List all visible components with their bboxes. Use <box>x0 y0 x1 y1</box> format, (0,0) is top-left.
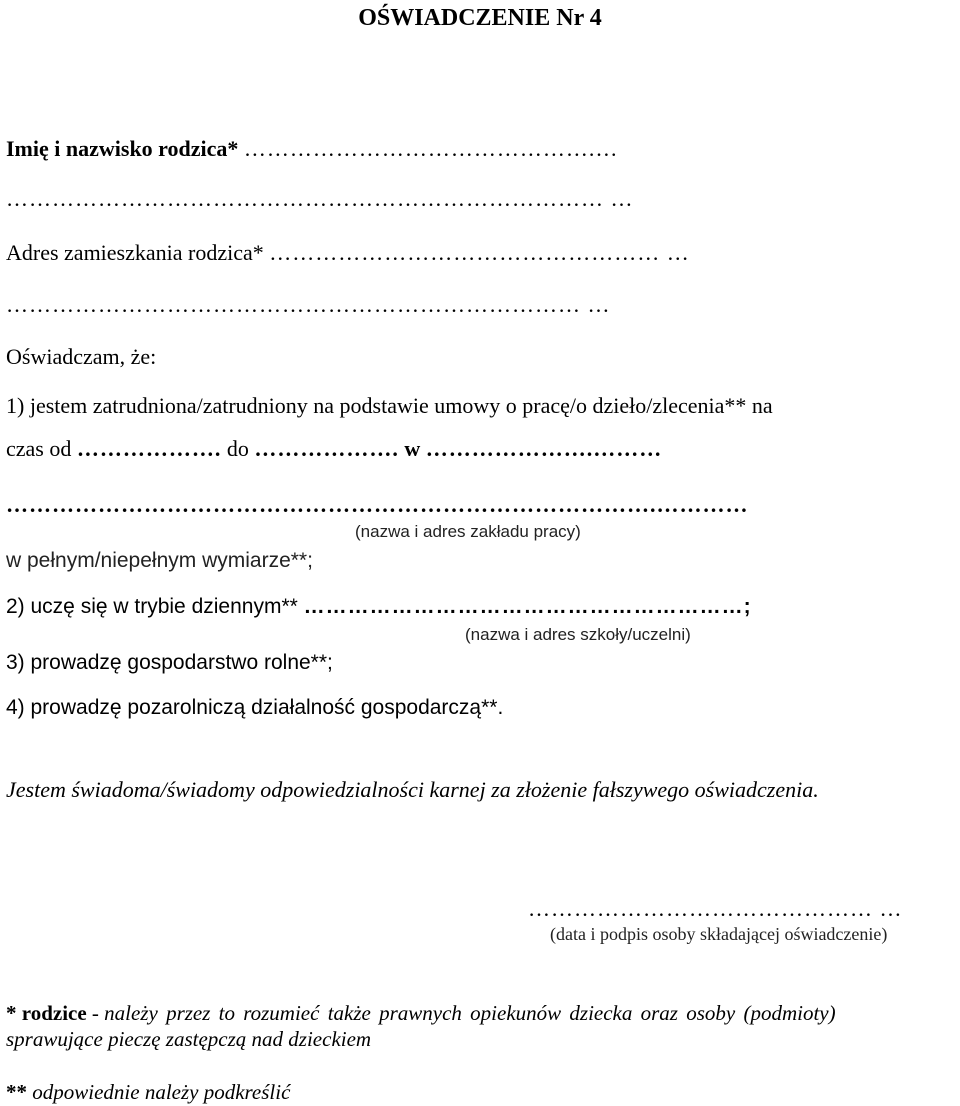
parent-address-field[interactable]: …………………………………………… … <box>269 240 690 265</box>
item-1-text: 1) jestem zatrudniona/zatrudniony na podstawie umowy o pracę/o dzieło/zlecenia** na <box>6 393 773 418</box>
footnote-2-text: odpowiednie należy podkreślić <box>32 1080 291 1104</box>
footnote-1-text-continued: sprawujące pieczę zastępczą nad dzieckiem <box>6 1027 372 1051</box>
footnote-2 <box>6 1079 954 1105</box>
responsibility-statement: Jestem świadoma/świadomy odpowiedzialności karnej za złożenie fałszywego oświadczenia. <box>6 777 819 802</box>
item-2-row <box>6 594 954 620</box>
period-from-label: czas od <box>6 436 72 461</box>
footnote-1-term: rodzice <box>21 1001 87 1025</box>
workplace-field[interactable]: ………………….……… <box>425 436 663 461</box>
parent-name-field[interactable]: ……………………………………….… <box>243 136 619 161</box>
workplace-label: w <box>404 436 421 461</box>
document-title: OŚWIADCZENIE Nr 4 <box>358 5 602 31</box>
school-field[interactable]: ……………………………………………………; <box>303 595 752 618</box>
school-caption: (nazwa i adres szkoły/uczelni) <box>465 625 691 644</box>
parent-name-label: Imię i nazwisko rodzica* <box>6 136 239 161</box>
footnote-1-dash: - <box>91 1001 99 1025</box>
period-to-label: do <box>226 436 249 461</box>
parent-address-row <box>6 240 954 266</box>
footnote-1 <box>6 1000 954 1026</box>
signature-caption: (data i podpis osoby składającej oświadczenie) <box>550 924 888 944</box>
declaration-heading: Oświadczam, że: <box>6 344 157 369</box>
footnote-1-marker: * <box>6 1001 17 1025</box>
workplace-field-line[interactable]: ………………………………………………………………………….………… <box>6 492 749 517</box>
signature-field[interactable]: ……………………………………… … <box>528 896 903 921</box>
item-2-text: 2) uczę się w trybie dziennym** <box>6 595 298 618</box>
footnote-1-text: należy przez to rozumieć także prawnych opiekunów dziecka oraz osoby (podmioty) <box>104 1001 836 1025</box>
parent-address-label: Adres zamieszkania rodzica* <box>6 240 264 265</box>
period-to-field[interactable]: ………………. <box>254 436 399 461</box>
employment-mode: w pełnym/niepełnym wymiarze**; <box>6 549 313 572</box>
item-3-text: 3) prowadzę gospodarstwo rolne**; <box>6 651 333 674</box>
item-1-period-row <box>6 436 954 462</box>
period-from-field[interactable]: ………………. <box>76 436 222 461</box>
item-4-text: 4) prowadzę pozarolniczą działalność gospodarczą**. <box>6 696 504 719</box>
footnote-2-marker: ** <box>6 1080 27 1104</box>
parent-address-field-continued[interactable]: ………………………………………………………………… … <box>6 292 611 317</box>
parent-name-field-continued[interactable]: …………………………………………………………………… … <box>6 186 634 211</box>
workplace-caption: (nazwa i adres zakładu pracy) <box>355 522 581 541</box>
parent-name-row <box>6 136 954 162</box>
